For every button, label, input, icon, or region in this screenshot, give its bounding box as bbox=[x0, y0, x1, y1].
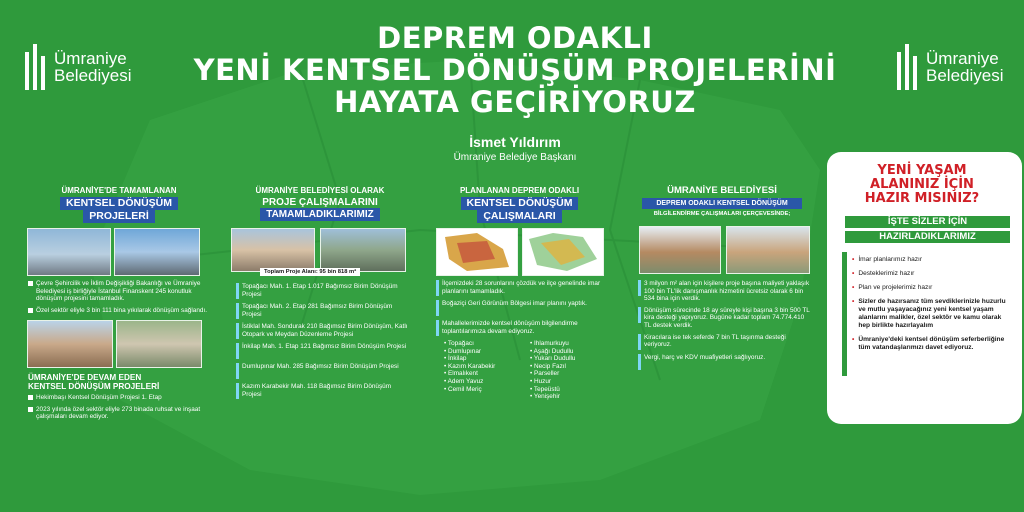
bullet-item: İnkilap Mah. 1. Etap 121 Bağımsız Birim Dönüşüm Projesi bbox=[236, 343, 411, 359]
section-pill: ÇALIŞMALARI bbox=[477, 210, 561, 223]
section-subheader: BİLGİLENDİRME ÇALIŞMALARI ÇERÇEVESİNDE; bbox=[653, 211, 791, 217]
bullet-item: Topağacı Mah. 2. Etap 281 Bağımsız Birim Dönüşüm Projesi bbox=[236, 303, 411, 319]
panel-bar-1: İŞTE SİZLER İÇİN bbox=[845, 216, 1010, 228]
logo-text-line1: Ümraniye bbox=[926, 49, 999, 68]
list-item: • Adem Yavuz bbox=[444, 377, 484, 385]
section-pill: TAMAMLADIKLARIMIZ bbox=[260, 208, 380, 221]
section-header: ÜMRANİYE BELEDİYESİ bbox=[667, 185, 777, 196]
ongoing-header-2: KENTSEL DÖNÜŞÜM PROJELERİ bbox=[28, 382, 160, 391]
section-header: ÜMRANİYE'DE TAMAMLANAN bbox=[61, 186, 177, 195]
municipality-support-bullets bbox=[638, 280, 813, 374]
bullet-item: 3 milyon m² alan için kişilere proje başına maliyeti yaklaşık 100 bin TL'lik danışmanlık hizmetini ücretsiz olarak 6 bin 534 bina için verdik. bbox=[638, 280, 813, 303]
bullet-item: 2023 yılında özel sektör eliyle 273 binada ruhsat ve inşaat çalışmaları devam ediyor. bbox=[28, 406, 218, 421]
bullet-item: Boğaziçi Geri Görünüm Bölgesi imar planını yaptık. bbox=[436, 300, 608, 316]
bullet-item: Vergi, harç ve KDV muafiyetleri sağlıyoruz. bbox=[638, 354, 813, 370]
ongoing-projects-section bbox=[28, 373, 218, 425]
panel-item: • Sizler de hazırsanız tüm sevdiklerinizle huzurlu ve mutlu yaşayacağınız yeni kentsel yaşam alanlarını malikler, özel sektör ve kamu olarak hep birlikte hazırlayalım bbox=[852, 298, 1006, 329]
total-area-caption: Toplam Proje Alanı: 95 bin 818 m² bbox=[260, 268, 360, 276]
list-item: • Yukarı Dudullu bbox=[530, 355, 576, 363]
neighborhood-list bbox=[444, 340, 608, 401]
bullet-item: Kiracılara ise tek seferde 7 bin TL taşınma desteği veriyoruz. bbox=[638, 334, 813, 350]
title-line-3: HAYATA GEÇİRİYORUZ bbox=[334, 85, 696, 119]
section-pill: KENTSEL DÖNÜŞÜM bbox=[60, 197, 178, 210]
bullet-item: Mahallelerimizde kentsel dönüşüm bilgilendirme toplantılarımıza devam ediyoruz. bbox=[436, 320, 608, 336]
residence-photo bbox=[27, 320, 113, 368]
bullet-item: Dumlupınar Mah. 285 Bağımsız Birim Dönüşüm Projesi bbox=[236, 363, 411, 379]
list-item: • İnkilap bbox=[444, 355, 467, 363]
list-item: • Necip Fazıl bbox=[530, 362, 566, 370]
list-item: • Ihlamurkuyu bbox=[530, 340, 569, 347]
panel-item: • Ümraniye'deki kentsel dönüşüm seferberliğine tüm vatandaşlarımızı davet ediyoruz. bbox=[852, 336, 1005, 351]
panel-bar-2: HAZIRLADIKLARIMIZ bbox=[845, 231, 1010, 243]
section-header: ÜMRANİYE BELEDİYESİ OLARAK bbox=[255, 186, 385, 195]
bullet-item: Hekimbaşı Kentsel Dönüşüm Projesi 1. Etap bbox=[28, 394, 218, 402]
panel-item: • Desteklerimiz hazır bbox=[852, 270, 915, 277]
logo-text-line2: Belediyesi bbox=[54, 66, 132, 85]
bullet-item: İstiklal Mah. Sondurak 210 Bağımsız Birim Dönüşüm, Katlı Otopark ve Meydan Düzenleme Projesi bbox=[236, 323, 411, 339]
office-photo bbox=[639, 226, 721, 274]
house-photo bbox=[726, 226, 810, 274]
panel-item: • Plan ve projelerimiz hazır bbox=[852, 284, 933, 291]
project-works-section bbox=[230, 186, 410, 221]
project-works-bullets bbox=[236, 283, 411, 403]
list-item: • Dumlupınar bbox=[444, 347, 482, 355]
list-item: • Topağacı bbox=[444, 340, 474, 347]
bullet-item: Çevre Şehircilik ve İklim Değişikliği Bakanlığı ve Ümraniye Belediyesi iş birliğiyle İstanbul Finanskent 245 konutluk dönüşüm projesini tamamladık. bbox=[28, 280, 218, 303]
panel-item-list bbox=[852, 256, 1014, 358]
municipality-support-section bbox=[632, 186, 812, 218]
bullet-item: Kazım Karabekir Mah. 118 Bağımsız Birim Dönüşüm Projesi bbox=[236, 383, 411, 399]
building-render-photo bbox=[231, 228, 315, 272]
ongoing-header-1: ÜMRANİYE'DE DEVAM EDEN bbox=[28, 373, 142, 382]
planned-works-section bbox=[432, 186, 607, 223]
towers-photo bbox=[114, 228, 200, 276]
bullet-item: İlçemizdeki 28 sorunlarını çözdük ve ilçe genelinde imar planlarını tamamladık. bbox=[436, 280, 608, 296]
city-render-photo bbox=[320, 228, 406, 272]
ready-panel bbox=[827, 152, 1022, 424]
list-item: • Kazım Karabekir bbox=[444, 362, 496, 370]
bullet-item: Özel sektör eliyle 3 bin 111 bina yıkılarak dönüşüm sağlandı. bbox=[28, 307, 218, 315]
neighborhood-list-left bbox=[444, 340, 522, 401]
section-pill: DEPREM ODAKLI KENTSEL DÖNÜŞÜM bbox=[642, 198, 802, 209]
planned-works-bullets bbox=[436, 280, 608, 401]
section-header: PLANLANAN DEPREM ODAKLI bbox=[459, 186, 580, 195]
logo-text-line2: Belediyesi bbox=[926, 66, 1004, 85]
logo-text-line1: Ümraniye bbox=[54, 49, 127, 68]
page-title bbox=[170, 22, 860, 118]
municipality-logo-left bbox=[22, 42, 132, 92]
aerial-photo bbox=[116, 320, 202, 368]
list-item: • Huzur bbox=[530, 377, 552, 385]
panel-title: YENİ YAŞAM ALANINIZ İÇİN HAZIR MISINIZ? bbox=[864, 163, 980, 206]
finanskent-photo bbox=[27, 228, 111, 276]
panel-accent-bar bbox=[842, 252, 847, 376]
list-item: • Cemil Meriç bbox=[444, 385, 482, 393]
list-item: • Yenişehir bbox=[530, 393, 560, 401]
completed-projects-section bbox=[24, 186, 214, 223]
neighborhood-list-right bbox=[530, 340, 608, 401]
zoning-map-photo bbox=[436, 228, 518, 276]
section-pill: KENTSEL DÖNÜŞÜM bbox=[461, 197, 579, 210]
speaker-role: Ümraniye Belediye Başkanı bbox=[453, 152, 577, 163]
logo-mark-icon bbox=[22, 42, 48, 92]
speaker-block bbox=[420, 134, 610, 163]
panel-item: • İmar planlarımız hazır bbox=[852, 256, 923, 263]
zoning-plan-photo bbox=[522, 228, 604, 276]
title-line-1: DEPREM ODAKLI bbox=[377, 21, 653, 55]
title-line-2: YENİ KENTSEL DÖNÜŞÜM PROJELERİNİ bbox=[193, 53, 837, 87]
bullet-item: Dönüşüm sürecinde 18 ay süreyle kişi başına 3 bin 500 TL kira desteği yapıyoruz. Bugüne kadar toplam 74.774.410 TL destek verdik. bbox=[638, 307, 813, 330]
list-item: • Parseller bbox=[530, 370, 560, 378]
speaker-name: İsmet Yıldırım bbox=[469, 134, 561, 150]
bullet-item: Topağacı Mah. 1. Etap 1.017 Bağımsız Birim Dönüşüm Projesi bbox=[236, 283, 411, 299]
list-item: • Aşağı Dudullu bbox=[530, 347, 574, 355]
completed-projects-bullets bbox=[28, 280, 218, 318]
list-item: • Tepeüstü bbox=[530, 385, 560, 393]
list-item: • Elmalıkent bbox=[444, 370, 478, 378]
section-pill: PROJELERİ bbox=[83, 210, 155, 223]
municipality-logo-right bbox=[894, 42, 1004, 92]
logo-mark-icon bbox=[894, 42, 920, 92]
section-title-1: PROJE ÇALIŞMALARINI bbox=[262, 197, 378, 208]
